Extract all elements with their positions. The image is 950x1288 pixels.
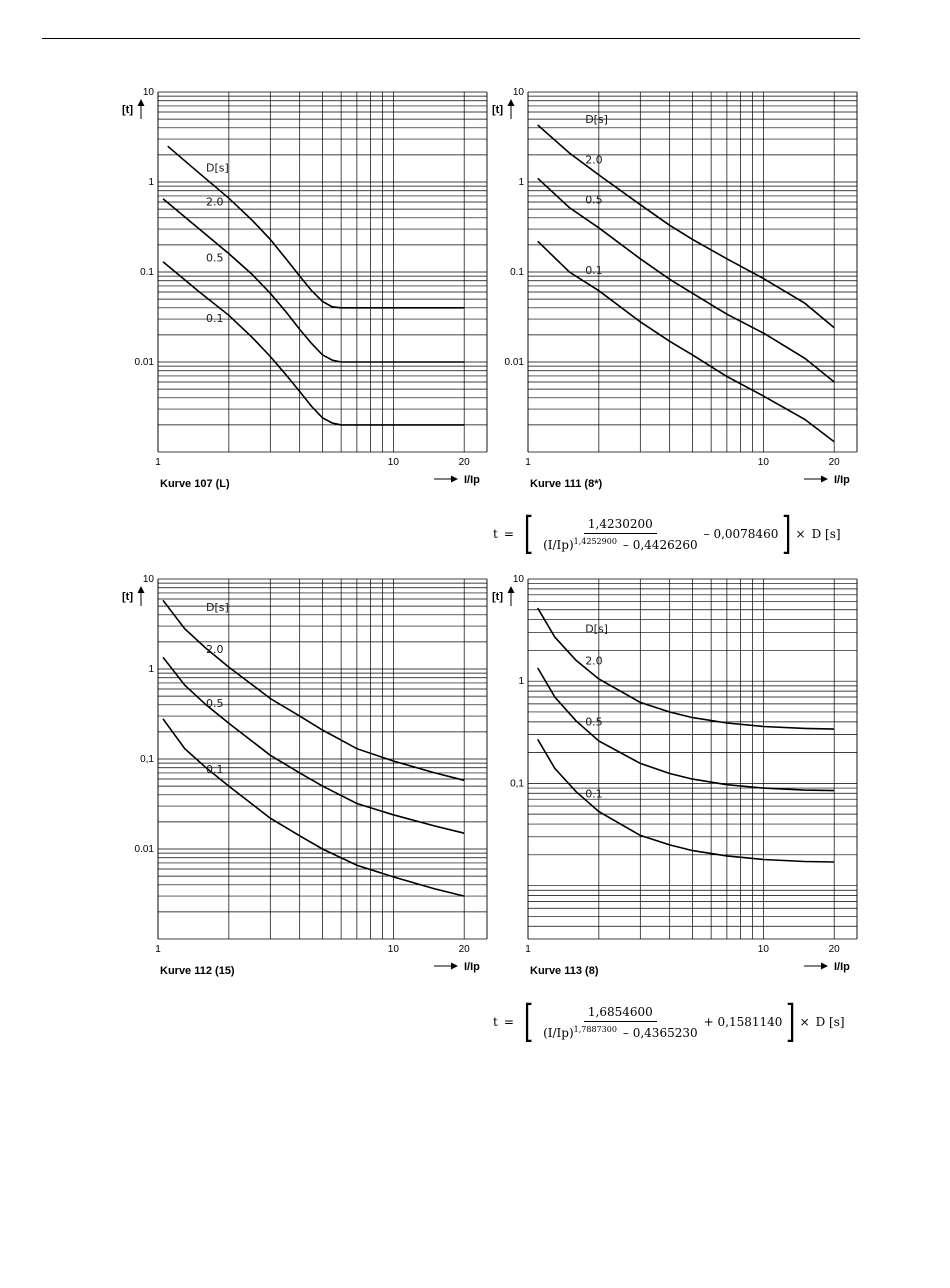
x-tick-label: 10 xyxy=(387,944,399,955)
series-line-0.5 xyxy=(538,668,835,791)
series-line-2.0 xyxy=(163,600,464,780)
y-axis-label: [t] xyxy=(492,104,503,116)
series-line-2.0 xyxy=(538,608,835,729)
series-label: 0.5 xyxy=(585,715,603,729)
formula-den-base: (I/Ip) xyxy=(543,1025,574,1040)
series-label: 0.1 xyxy=(585,787,603,801)
x-axis-arrow-head xyxy=(451,476,458,483)
formula-equals: = xyxy=(503,1015,514,1029)
series-line-0.5 xyxy=(163,657,464,833)
x-tick-label: 20 xyxy=(458,457,470,468)
x-tick-label: 20 xyxy=(828,457,840,468)
y-tick-label: 0.1 xyxy=(510,267,524,278)
left-bracket: [ xyxy=(523,508,534,559)
series-label: 2.0 xyxy=(585,654,603,668)
x-tick-label: 20 xyxy=(458,944,470,955)
formula-denominator xyxy=(541,1022,700,1040)
y-tick-label: 0.01 xyxy=(134,357,154,368)
series-label: 2.0 xyxy=(585,153,603,167)
formula-denominator xyxy=(541,534,700,552)
chart-kurve-107 xyxy=(120,85,490,505)
formula-lhs: t xyxy=(493,1015,498,1029)
series-label: 0.5 xyxy=(585,193,603,207)
x-axis-arrow-head xyxy=(821,476,828,483)
x-tick-label: 1 xyxy=(525,457,531,468)
y-tick-label: 10 xyxy=(512,87,524,98)
y-tick-label: 10 xyxy=(142,574,154,585)
formula-fraction xyxy=(541,517,700,552)
series-label: 0.1 xyxy=(206,311,224,325)
formula-tail: + 0,1581140 xyxy=(703,1015,783,1029)
y-tick-label: 10 xyxy=(142,87,154,98)
x-axis-label: I/Ip xyxy=(834,474,850,486)
x-tick-label: 20 xyxy=(828,944,840,955)
formula-lhs: t xyxy=(493,527,498,541)
formula-kurve-113 xyxy=(493,996,845,1047)
formula-den-exponent: 1,4252900 xyxy=(573,536,617,546)
grid xyxy=(158,579,487,939)
formula-times: × xyxy=(795,527,806,541)
y-axis-arrow-head xyxy=(138,99,145,106)
y-tick-label: 0,1 xyxy=(510,778,524,790)
x-axis-arrow-head xyxy=(821,963,828,970)
x-axis-label: I/Ip xyxy=(834,961,850,973)
x-tick-label: 1 xyxy=(155,457,161,468)
formula-factor: D [s] xyxy=(811,527,841,541)
y-axis-label: [t] xyxy=(122,104,133,116)
x-tick-label: 1 xyxy=(155,944,161,955)
formula-times: × xyxy=(799,1015,810,1029)
x-axis-label: I/Ip xyxy=(464,474,480,486)
y-tick-label: 0.1 xyxy=(140,267,154,278)
legend-title: D[s] xyxy=(585,622,608,636)
chart-title: Kurve 113 (8) xyxy=(530,965,599,977)
right-bracket: ] xyxy=(782,508,792,559)
formula-equals: = xyxy=(503,527,514,541)
series-line-0.1 xyxy=(538,241,835,442)
series-label: 0.1 xyxy=(585,264,603,278)
y-tick-label: 1 xyxy=(518,676,524,688)
legend-title: D[s] xyxy=(206,601,229,615)
y-axis-label: [t] xyxy=(492,591,503,603)
x-axis-label: I/Ip xyxy=(464,961,480,973)
chart-kurve-113 xyxy=(490,572,860,992)
x-tick-label: 10 xyxy=(757,457,769,468)
formula-den-exponent: 1,7887300 xyxy=(573,1024,617,1034)
y-tick-label: 10 xyxy=(512,574,524,585)
x-tick-label: 10 xyxy=(387,457,399,468)
grid xyxy=(158,92,487,452)
page-header-rule xyxy=(42,38,860,39)
chart-kurve-112 xyxy=(120,572,490,992)
series-label: 2.0 xyxy=(206,643,224,657)
y-tick-label: 1 xyxy=(518,177,524,188)
formula-numerator: 1,4230200 xyxy=(584,517,657,534)
chart-kurve-111 xyxy=(490,85,860,505)
formula-den-tail: – 0,4365230 xyxy=(622,1025,698,1040)
formula-factor: D [s] xyxy=(815,1015,845,1029)
chart-title: Kurve 111 (8*) xyxy=(530,478,603,490)
x-tick-label: 1 xyxy=(525,944,531,955)
formula-den-tail: – 0,4426260 xyxy=(622,537,698,552)
y-tick-label: 0.01 xyxy=(504,357,524,368)
right-bracket: ] xyxy=(786,996,796,1047)
grid xyxy=(528,92,857,452)
y-tick-label: 0.01 xyxy=(134,844,154,855)
y-tick-label: 0,1 xyxy=(140,754,154,765)
y-axis-arrow-head xyxy=(508,99,515,106)
y-axis-label: [t] xyxy=(122,591,133,603)
y-tick-label: 1 xyxy=(148,664,154,675)
formula-tail: – 0,0078460 xyxy=(703,527,779,541)
formula-den-base: (I/Ip) xyxy=(543,537,574,552)
series-label: 0.1 xyxy=(206,762,224,776)
grid xyxy=(528,579,857,939)
formula-numerator: 1,6854600 xyxy=(584,1005,657,1022)
x-tick-label: 10 xyxy=(757,944,769,955)
series-line-0.1 xyxy=(538,739,835,862)
x-axis-arrow-head xyxy=(451,963,458,970)
series-label: 0.5 xyxy=(206,251,224,265)
y-axis-arrow-head xyxy=(138,586,145,593)
series-label: 0.5 xyxy=(206,696,224,710)
y-tick-label: 1 xyxy=(148,177,154,188)
series-line-2.0 xyxy=(538,125,835,328)
y-axis-arrow-head xyxy=(508,586,515,593)
formula-kurve-111 xyxy=(493,508,841,559)
formula-fraction xyxy=(541,1005,700,1040)
series-line-0.1 xyxy=(163,719,464,896)
series-label: 2.0 xyxy=(206,195,224,209)
legend-title: D[s] xyxy=(206,161,229,175)
left-bracket: [ xyxy=(523,996,534,1047)
chart-title: Kurve 112 (15) xyxy=(160,965,235,977)
chart-title: Kurve 107 (L) xyxy=(160,478,230,490)
legend-title: D[s] xyxy=(585,113,608,127)
